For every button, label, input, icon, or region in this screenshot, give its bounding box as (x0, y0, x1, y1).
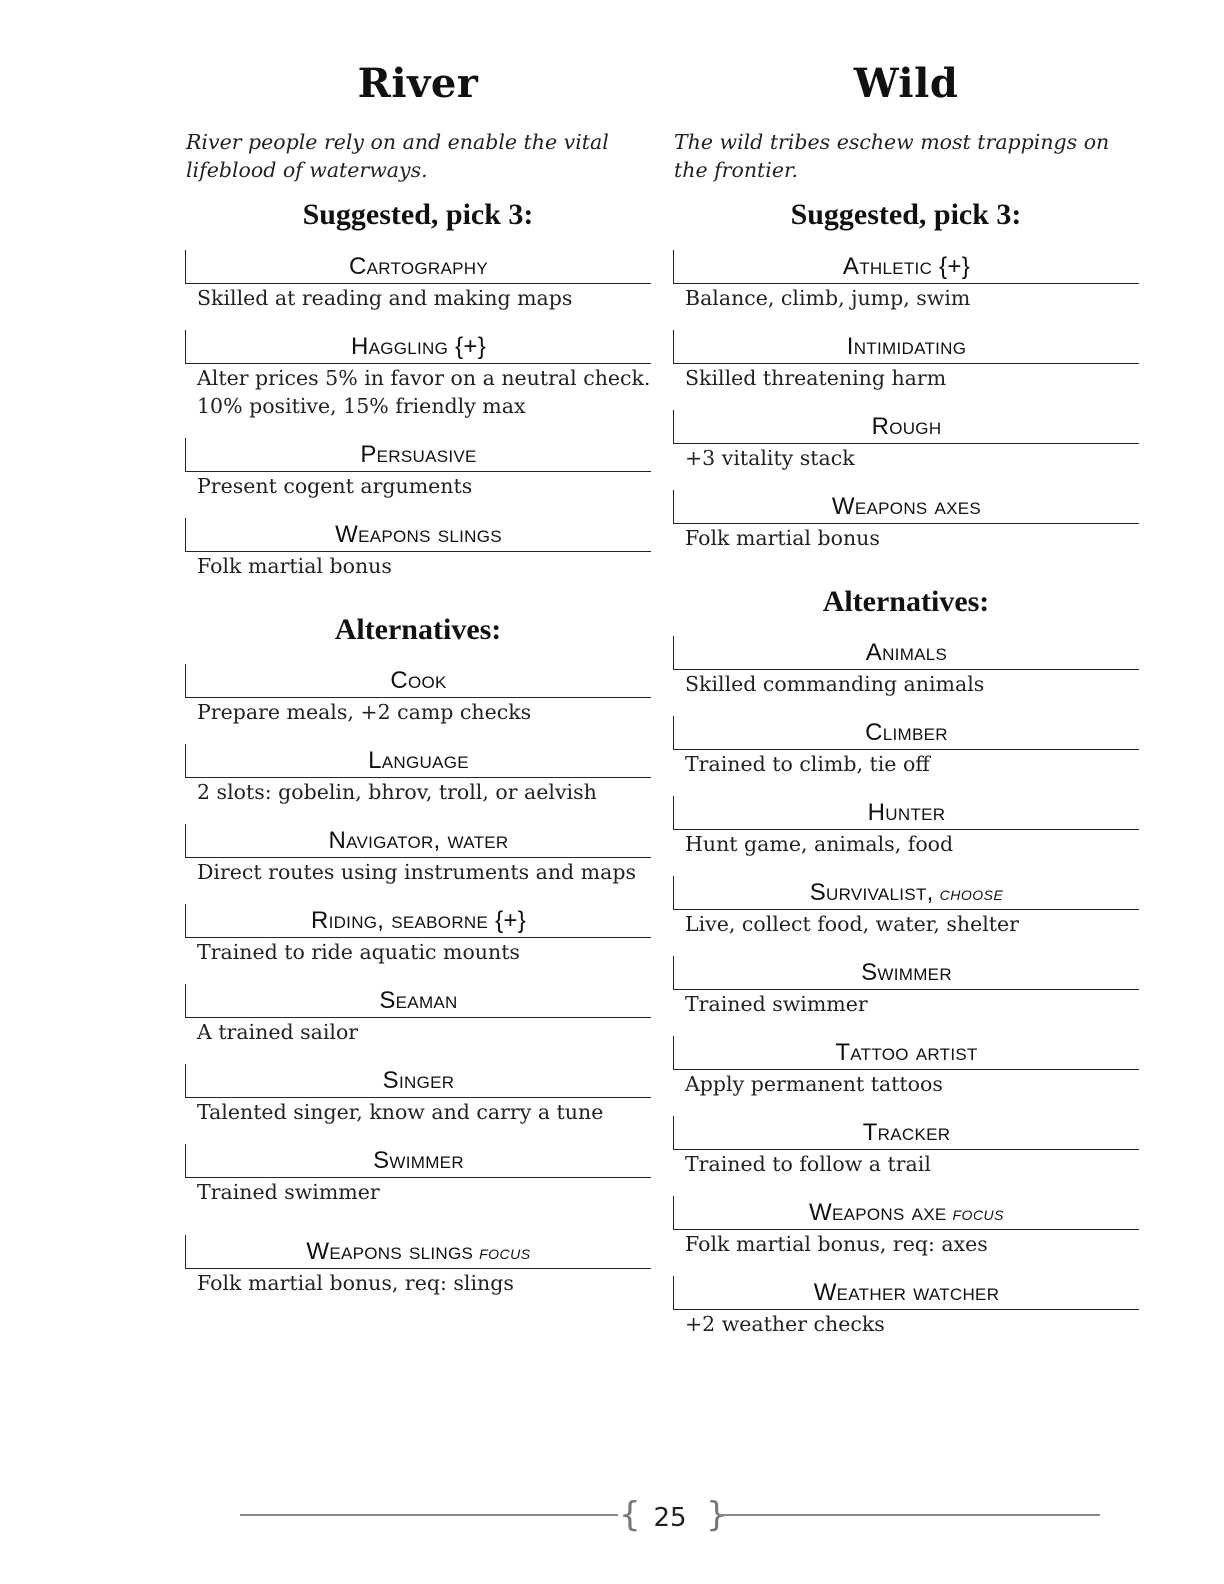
skill-name: Weapons slings (306, 1238, 474, 1265)
skill-title (185, 330, 651, 364)
skill-name: Seaman (379, 987, 458, 1014)
skill-entry (185, 518, 651, 580)
skill-description: Alter prices 5% in favor on a neutral check. 10% positive, 15% friendly max (197, 366, 651, 418)
skill-description: Talented singer, know and carry a tune (197, 1100, 604, 1124)
focus-tag: choose (939, 883, 1004, 905)
suggested-heading: Suggested, pick 3: (302, 198, 534, 231)
skill-name: Animals (865, 639, 948, 666)
skill-entry (185, 1064, 651, 1126)
skill-description: Trained to ride aquatic mounts (197, 940, 520, 964)
skill-description: Hunt game, animals, food (685, 832, 954, 856)
skill-description: Folk martial bonus, req: slings (197, 1271, 514, 1295)
focus-tag: focus (479, 1242, 531, 1264)
skill-name: Tracker (862, 1119, 951, 1146)
skill-name: Cartography (348, 253, 489, 280)
skill-name: Swimmer (373, 1147, 464, 1174)
skill-description: A trained sailor (197, 1020, 359, 1044)
suggested-heading: Suggested, pick 3: (790, 198, 1022, 231)
skill-title (673, 410, 1139, 444)
skill-title (185, 744, 651, 778)
skill-name: Climber (865, 719, 948, 746)
skill-name: Haggling {+} (350, 333, 487, 360)
skill-title (185, 1235, 651, 1269)
skill-entry (673, 1036, 1139, 1098)
skill-title (673, 796, 1139, 830)
skill-description: Trained swimmer (685, 992, 868, 1016)
skill-title (185, 250, 651, 284)
skill-title (673, 490, 1139, 524)
footer-rule-left (240, 1514, 618, 1516)
skill-entry (185, 744, 651, 806)
skill-name: Navigator, water (328, 827, 509, 854)
skill-description: Trained to follow a trail (685, 1152, 931, 1176)
skill-title (673, 250, 1139, 284)
skill-entry (185, 904, 651, 966)
skill-description: Prepare meals, +2 camp checks (197, 700, 532, 724)
skill-description: Folk martial bonus (685, 526, 880, 550)
skill-description: Folk martial bonus (197, 554, 392, 578)
skill-title (673, 876, 1139, 910)
skill-title (673, 956, 1139, 990)
skill-entry (673, 716, 1139, 778)
page-number: 25 (653, 1503, 687, 1533)
skill-title (673, 1276, 1139, 1310)
skill-name: Hunter (867, 799, 946, 826)
alternatives-heading: Alternatives: (822, 585, 990, 618)
skill-description: +3 vitality stack (685, 446, 855, 470)
skill-title (185, 518, 651, 552)
skill-description: Balance, climb, jump, swim (685, 286, 971, 310)
skill-name: Rough (871, 413, 942, 440)
skill-description: +2 weather checks (685, 1312, 885, 1336)
skill-entry (673, 330, 1139, 392)
skill-title (673, 1116, 1139, 1150)
skill-name: Swimmer (861, 959, 952, 986)
skill-title (185, 1064, 651, 1098)
skill-name: Intimidating (846, 333, 967, 360)
skill-description: Skilled at reading and making maps (197, 286, 573, 310)
skill-entry (185, 824, 651, 886)
skill-description: Trained to climb, tie off (685, 752, 930, 776)
skill-entry (673, 1116, 1139, 1178)
skill-description: Skilled commanding animals (685, 672, 985, 696)
skill-entry (185, 1144, 651, 1206)
footer-bracket-left: { (619, 1495, 641, 1535)
skill-name: Riding, seaborne {+} (310, 907, 527, 934)
skill-entry (673, 636, 1139, 698)
footer-bracket-right: } (706, 1495, 728, 1535)
skill-name: Survivalist, (809, 879, 934, 906)
skill-description: Present cogent arguments (197, 474, 473, 498)
skill-entry (185, 1235, 651, 1297)
skill-description: Skilled threatening harm (685, 366, 947, 390)
skill-name: Persuasive (360, 441, 477, 468)
skill-entry (185, 250, 651, 312)
skill-name: Weather watcher (813, 1279, 1000, 1306)
column-intro: River people rely on and enable the vital lifeblood of waterways. (186, 130, 609, 182)
skill-title (185, 664, 651, 698)
skill-description: Apply permanent tattoos (685, 1072, 943, 1096)
column-title: River (357, 60, 479, 107)
skill-name: Weapons slings (335, 521, 502, 548)
skill-description: Live, collect food, water, shelter (685, 912, 1019, 936)
skill-name: Language (368, 747, 469, 774)
skill-entry (185, 984, 651, 1046)
skill-entry (673, 490, 1139, 552)
skill-entry (673, 796, 1139, 858)
skill-name: Tattoo artist (835, 1039, 978, 1066)
column-title: Wild (853, 60, 959, 107)
skill-name: Cook (390, 667, 447, 694)
skill-title (673, 636, 1139, 670)
skill-entry (673, 956, 1139, 1018)
footer-rule-right (720, 1514, 1100, 1516)
skill-description: 2 slots: gobelin, bhrov, troll, or aelvish (197, 780, 597, 804)
skill-name: Athletic {+} (842, 253, 971, 280)
skill-title (185, 1144, 651, 1178)
skill-name: Weapons axe (809, 1199, 947, 1226)
skill-title (673, 1196, 1139, 1230)
alternatives-heading: Alternatives: (334, 613, 502, 646)
skill-description: Trained swimmer (197, 1180, 380, 1204)
skill-title (185, 984, 651, 1018)
skill-description: Direct routes using instruments and maps (197, 860, 636, 884)
skill-entry (673, 1196, 1139, 1258)
skill-title (185, 824, 651, 858)
skill-description: Folk martial bonus, req: axes (685, 1232, 988, 1256)
skill-entry (185, 664, 651, 726)
focus-tag: focus (952, 1203, 1004, 1225)
skill-title (673, 330, 1139, 364)
skill-title (185, 904, 651, 938)
skill-entry (185, 330, 651, 420)
skill-title (673, 716, 1139, 750)
skill-name: Weapons axes (831, 493, 982, 520)
skill-entry (673, 250, 1139, 312)
skill-entry (673, 1276, 1139, 1338)
skill-entry (185, 438, 651, 500)
skill-name: Singer (382, 1067, 455, 1094)
skill-title (673, 1036, 1139, 1070)
skill-title (185, 438, 651, 472)
column-intro: The wild tribes eschew most trappings on the frontier. (674, 130, 1110, 182)
skill-entry (673, 876, 1139, 938)
skill-entry (673, 410, 1139, 472)
